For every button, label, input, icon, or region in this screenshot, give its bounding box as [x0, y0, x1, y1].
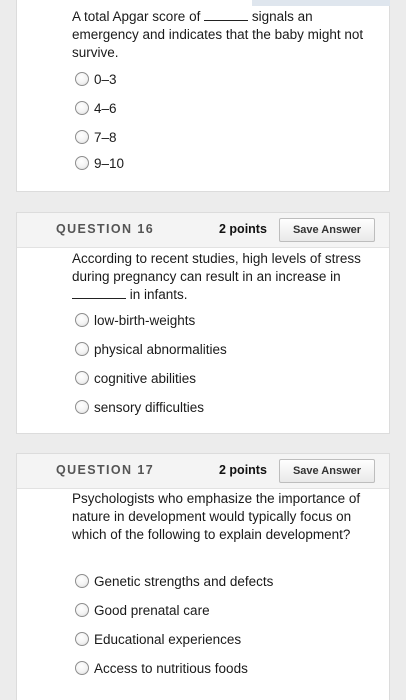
answer-blank — [72, 287, 126, 299]
radio-button[interactable] — [75, 101, 89, 115]
q15-option-3[interactable] — [75, 127, 117, 147]
question-17-text: Psychologists who emphasize the importance of nature in development would typically focus on which of the following to explain development? — [72, 491, 361, 542]
question-16-text-start: According to recent studies, high levels of stress during pregnancy can result in an increase in — [72, 251, 361, 284]
q15-option-2[interactable] — [75, 98, 117, 118]
option-label: Good prenatal care — [94, 602, 210, 618]
answer-blank — [204, 9, 248, 21]
q16-option-3[interactable] — [75, 368, 196, 388]
question-15-text — [72, 8, 372, 62]
radio-button[interactable] — [75, 400, 89, 414]
question-15-text-end: signals an emergency and indicates that the baby might not survive. — [72, 9, 364, 60]
option-label: Access to nutritious foods — [94, 660, 248, 676]
option-label: 7–8 — [94, 129, 117, 145]
radio-button[interactable] — [75, 156, 89, 170]
radio-button[interactable] — [75, 574, 89, 588]
option-label: physical abnormalities — [94, 341, 227, 357]
question-16-card — [16, 212, 390, 434]
radio-button[interactable] — [75, 342, 89, 356]
option-label: 9–10 — [94, 155, 125, 171]
q16-option-4[interactable] — [75, 397, 204, 417]
question-number: QUESTION 17 — [56, 463, 155, 477]
radio-button[interactable] — [75, 661, 89, 675]
option-label: Educational experiences — [94, 631, 242, 647]
question-points: 2 points — [219, 222, 267, 236]
radio-button[interactable] — [75, 130, 89, 144]
question-16-text-end: in infants. — [126, 287, 188, 302]
q17-option-3[interactable] — [75, 629, 241, 649]
radio-button[interactable] — [75, 72, 89, 86]
q16-option-2[interactable] — [75, 339, 227, 359]
option-label: 4–6 — [94, 100, 117, 116]
option-label: cognitive abilities — [94, 370, 197, 386]
q15-option-1[interactable] — [75, 69, 117, 89]
question-17-card — [16, 453, 390, 700]
question-15-text-start: A total Apgar score of — [72, 9, 201, 24]
option-label: sensory difficulties — [94, 399, 205, 415]
question-15-card — [16, 0, 390, 192]
radio-button[interactable] — [75, 371, 89, 385]
option-label: Genetic strengths and defects — [94, 573, 274, 589]
save-answer-button[interactable]: Save Answer — [279, 218, 375, 242]
q15-option-4[interactable] — [75, 153, 124, 173]
question-points: 2 points — [219, 463, 267, 477]
question-16-header — [17, 213, 389, 248]
option-label: low-birth-weights — [94, 312, 196, 328]
q17-option-4[interactable] — [75, 658, 248, 678]
header-strip — [252, 0, 390, 6]
q17-option-1[interactable] — [75, 571, 273, 591]
question-number: QUESTION 16 — [56, 222, 155, 236]
option-label: 0–3 — [94, 71, 117, 87]
question-17-header — [17, 454, 389, 489]
save-answer-button[interactable]: Save Answer — [279, 459, 375, 483]
question-16-text — [72, 250, 372, 304]
q16-option-1[interactable] — [75, 310, 195, 330]
radio-button[interactable] — [75, 313, 89, 327]
radio-button[interactable] — [75, 632, 89, 646]
q17-option-2[interactable] — [75, 600, 210, 620]
radio-button[interactable] — [75, 603, 89, 617]
